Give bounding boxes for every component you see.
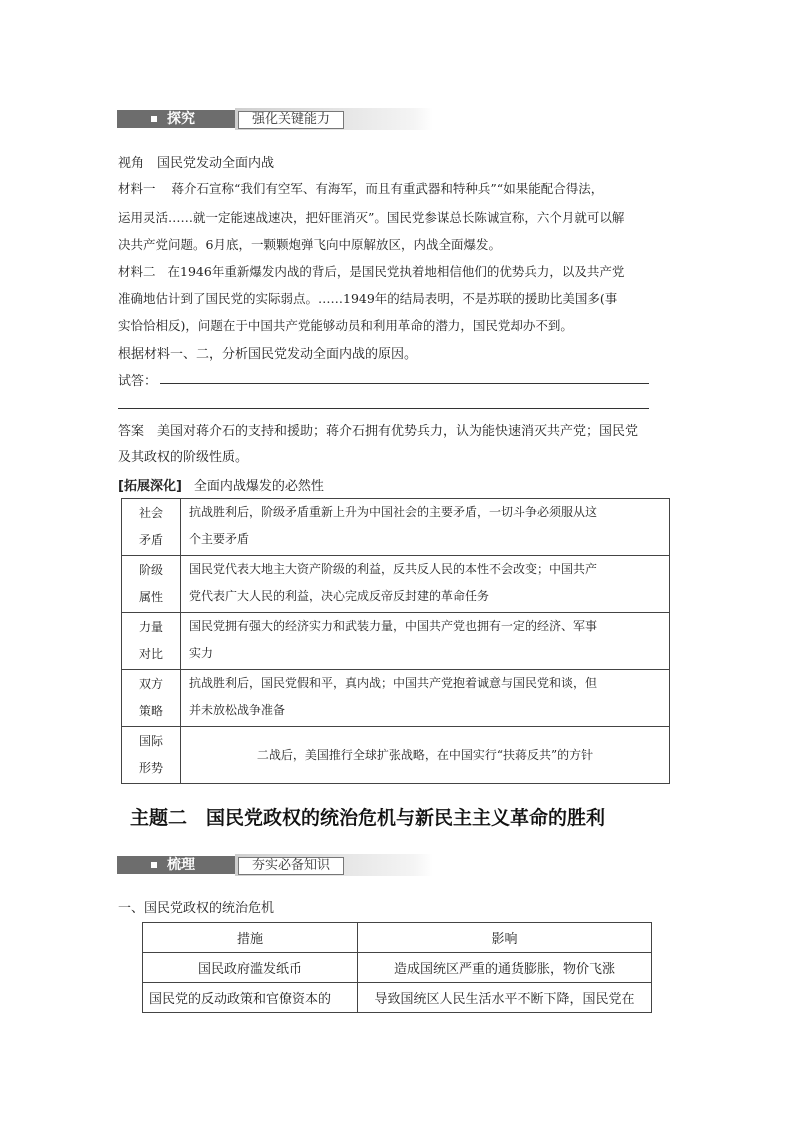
row-label-line-1: 力量 — [138, 620, 163, 634]
crisis-table — [142, 922, 652, 1013]
row-label-line-1: 国际 — [138, 734, 163, 748]
row-label-line-2: 形势 — [138, 761, 163, 775]
banner-tag-text: 探究 — [167, 111, 195, 127]
section-banner-explore — [117, 108, 433, 130]
table-row — [143, 983, 652, 1013]
row-content-line-1: 抗战胜利后，国民党假和平，真内战；中国共产党抱着诚意与国民党和谈，但 — [189, 676, 598, 690]
material-2-line-1 — [118, 262, 624, 280]
row-content — [181, 670, 670, 727]
row-label-line-2: 属性 — [138, 590, 163, 604]
row-content — [181, 727, 670, 784]
table-row — [122, 499, 670, 556]
banner-tag — [117, 856, 235, 874]
row-content-line-2: 党代表广大人民的利益，决心完成反帝反封建的革命任务 — [189, 589, 490, 603]
table-row — [143, 953, 652, 983]
table-header-measure: 措施 — [143, 923, 358, 953]
row-label — [122, 727, 181, 784]
material-2-line-2: 准确地估计到了国民党的实际弱点。……1949年的结局表明，不是苏联的援助比美国多(事 — [118, 291, 618, 306]
material-1-label: 材料一 — [118, 181, 156, 196]
row-content-line-2: 实力 — [189, 646, 214, 660]
material-1-text-1: 蒋介石宣称“我们有空军、有海军，而且有重武器和特种兵”“如果能配合得法， — [171, 181, 604, 196]
row-label — [122, 613, 181, 670]
table-row — [122, 727, 670, 784]
square-bullet-icon — [151, 862, 157, 868]
table-row — [122, 556, 670, 613]
table-cell: 造成国统区严重的通货膨胀，物价飞涨 — [358, 953, 652, 983]
answer-line-2: 及其政权的阶级性质。 — [118, 450, 249, 465]
row-content-line-2: 并未放松战争准备 — [189, 703, 286, 717]
extend-heading — [118, 475, 324, 494]
inevitability-table — [121, 498, 670, 784]
table-header-impact: 影响 — [358, 923, 652, 953]
row-label-line-1: 社会 — [138, 506, 163, 520]
view-line: 视角 国民党发动全面内战 — [118, 156, 275, 171]
section-heading: 一、国民党政权的统治危机 — [118, 901, 275, 916]
answer-blank-line-2 — [118, 408, 649, 409]
answer-blank-line-1 — [160, 383, 649, 384]
row-content — [181, 613, 670, 670]
row-label — [122, 499, 181, 556]
material-1-line-1 — [118, 179, 603, 197]
row-label-line-1: 双方 — [138, 677, 163, 691]
extend-title: 全面内战爆发的必然性 — [193, 479, 324, 494]
row-label — [122, 556, 181, 613]
table-cell — [143, 983, 358, 1013]
banner-box-text: 强化关键能力 — [238, 111, 344, 129]
banner-tag — [117, 110, 235, 128]
row-content-line-1: 国民党拥有强大的经济实力和武装力量，中国共产党也拥有一定的经济、军事 — [189, 619, 598, 633]
try-answer-label: 试答： — [118, 374, 158, 389]
banner-box-text: 夯实必备知识 — [238, 857, 344, 875]
row-content-line-2: 个主要矛盾 — [189, 532, 250, 546]
material-2-line-3: 实恰恰相反)，问题在于中国共产党能够动员和利用革命的潜力，国民党却办不到。 — [118, 318, 573, 333]
row-content-line-1: 国民党代表大地主大资产阶级的利益，反共反人民的本性不会改变；中国共产 — [189, 562, 598, 576]
material-2-label: 材料二 — [118, 264, 156, 279]
table-row — [122, 613, 670, 670]
table-cell-text: 国民党的反动政策和官僚资本的 — [149, 992, 332, 1007]
row-label — [122, 670, 181, 727]
extend-tag: [拓展深化] — [118, 479, 182, 494]
material-1-line-3: 决共产党问题。6月底，一颗颗炮弹飞向中原解放区，内战全面爆发。 — [118, 237, 501, 252]
row-content-line-1: 二战后，美国推行全球扩张战略，在中国实行“扶蒋反共”的方针 — [256, 747, 594, 762]
row-content — [181, 556, 670, 613]
material-1-line-2: 运用灵活……就一定能速战速决，把奸匪消灭”。国民党参谋总长陈诚宣称，六个月就可以解 — [118, 210, 625, 225]
row-label-line-2: 对比 — [138, 647, 163, 661]
row-label-line-2: 策略 — [138, 704, 163, 718]
table-cell: 导致国统区人民生活水平不断下降，国民党在 — [358, 983, 652, 1013]
question: 根据材料一、二，分析国民党发动全面内战的原因。 — [118, 347, 418, 362]
topic-title: 主题二 国民党政权的统治危机与新民主主义革命的胜利 — [130, 807, 606, 829]
row-label-line-1: 阶级 — [138, 563, 163, 577]
material-2-text-1: 在1946年重新爆发内战的背后，是国民党执着地相信他们的优势兵力，以及共产党 — [167, 264, 625, 279]
square-bullet-icon — [151, 116, 157, 122]
row-content — [181, 499, 670, 556]
section-banner-review — [117, 854, 433, 876]
row-content-line-1: 抗战胜利后，阶级矛盾重新上升为中国社会的主要矛盾，一切斗争必须服从这 — [189, 505, 598, 519]
answer-line-1: 答案 美国对蒋介石的支持和援助；蒋介石拥有优势兵力，认为能快速消灭共产党；国民党 — [118, 424, 639, 439]
table-row — [122, 670, 670, 727]
table-cell: 国民政府滥发纸币 — [143, 953, 358, 983]
row-label-line-2: 矛盾 — [138, 533, 163, 547]
banner-tag-text: 梳理 — [167, 857, 195, 873]
